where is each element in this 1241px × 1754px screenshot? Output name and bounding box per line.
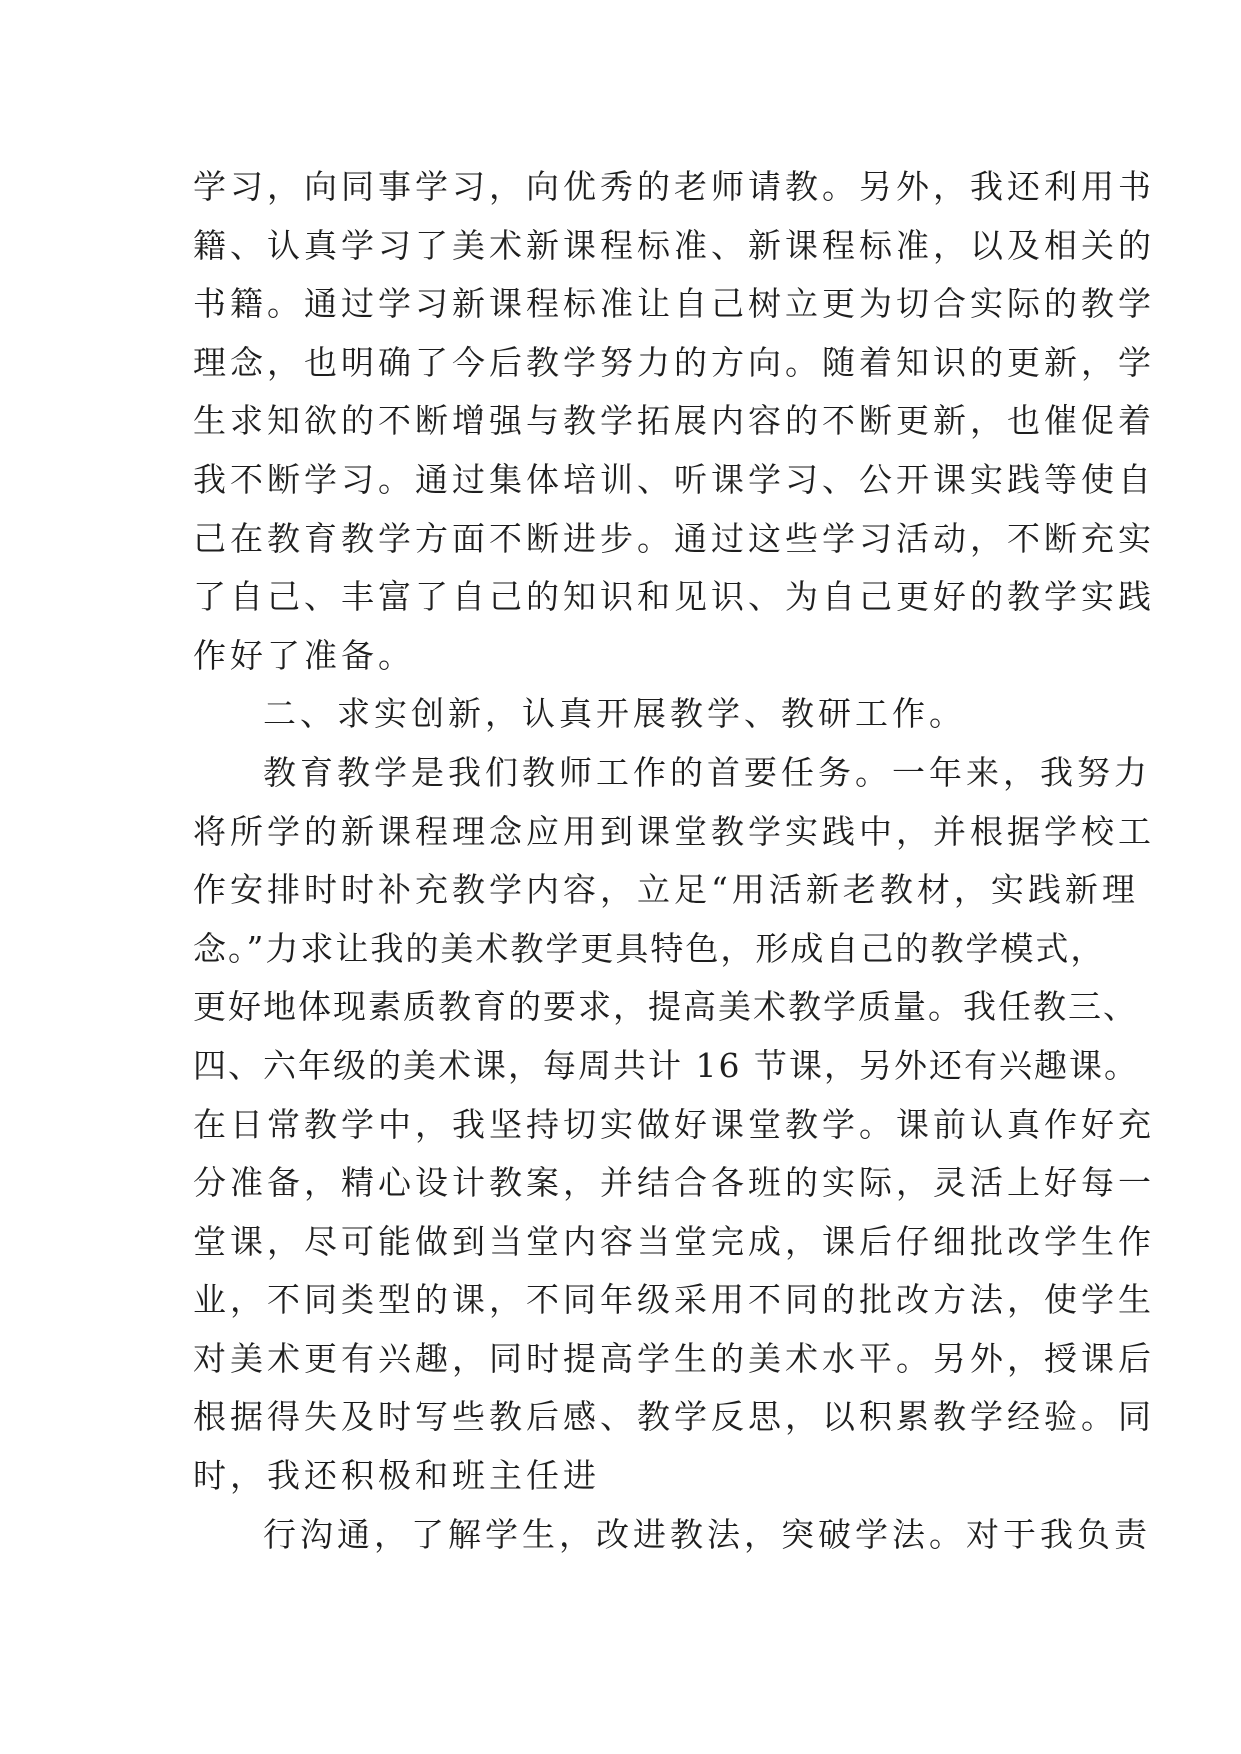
text-line: 行沟通，了解学生，改进教法，突破学法。对于我负责 xyxy=(263,1514,1151,1554)
text-line: 理念，也明确了今后教学努力的方向。随着知识的更新，学 xyxy=(193,342,1155,382)
text-line: 生求知欲的不断增强与教学拓展内容的不断更新，也催促着 xyxy=(193,401,1155,441)
text-line: 分准备，精心设计教案，并结合各班的实际，灵活上好每一 xyxy=(193,1163,1155,1203)
text-line: 将所学的新课程理念应用到课堂教学实践中，并根据学校工 xyxy=(193,811,1155,851)
text-line: 四、六年级的美术课，每周共计 16 节课，另外还有兴趣课。 xyxy=(193,1045,1139,1085)
text-line: 更好地体现素质教育的要求，提高美术教学质量。我任教三、 xyxy=(193,987,1138,1027)
text-line: 籍、认真学习了美术新课程标准、新课程标准，以及相关的 xyxy=(193,225,1155,265)
text-line: 根据得失及时写些教后感、教学反思，以积累教学经验。同 xyxy=(193,1397,1155,1437)
text-line: 业，不同类型的课，不同年级采用不同的批改方法，使学生 xyxy=(193,1280,1155,1320)
text-line: 己在教育教学方面不断进步。通过这些学习活动，不断充实 xyxy=(193,518,1155,558)
text-line: 在日常教学中，我坚持切实做好课堂教学。课前认真作好充 xyxy=(193,1104,1155,1144)
text-line: 了自己、丰富了自己的知识和见识、为自己更好的教学实践 xyxy=(193,577,1155,617)
text-line: 时，我还积极和班主任进 xyxy=(193,1456,600,1496)
text-line: 书籍。通过学习新课程标准让自己树立更为切合实际的教学 xyxy=(193,284,1155,324)
text-line: 作安排时时补充教学内容，立足“用活新老教材，实践新理 xyxy=(193,870,1139,910)
text-line: 学习，向同事学习，向优秀的老师请教。另外，我还利用书 xyxy=(193,167,1155,206)
text-line: 作好了准备。 xyxy=(193,635,415,675)
body-text xyxy=(193,158,1155,1564)
text-line: 教育教学是我们教师工作的首要任务。一年来，我努力 xyxy=(263,752,1151,792)
text-line: 对美术更有兴趣，同时提高学生的美术水平。另外，授课后 xyxy=(193,1338,1155,1378)
text-line: 念。”力求让我的美术教学更具特色，形成自己的教学模式， xyxy=(193,928,1106,968)
section-heading: 二、求实创新，认真开展教学、教研工作。 xyxy=(263,694,966,734)
text-line: 我不断学习。通过集体培训、听课学习、公开课实践等使自 xyxy=(193,459,1155,499)
text-line: 堂课，尽可能做到当堂内容当堂完成，课后仔细批改学生作 xyxy=(193,1221,1155,1261)
